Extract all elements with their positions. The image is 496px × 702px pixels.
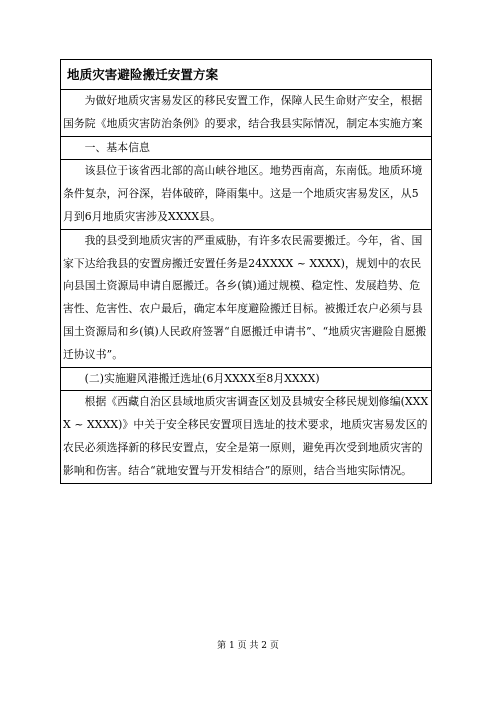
- document-title: 地质灾害避险搬迁安置方案: [61, 60, 432, 90]
- document-table: [60, 59, 432, 484]
- table-cell: [61, 90, 432, 137]
- table-cell: [61, 391, 432, 483]
- paragraph-relocation-task: 我的县受到地质灾害的严重威胁，有许多农民需要搬迁。今年，省、国家下达给我县的安置房搬迁安置任务是24XXXX ~ XXXX)，规划中的农民向县国土资源局申请自愿搬迁。各乡(镇)通过规模、稳定性、发展趋势、危害性、危害性、农户最后，确定本年度避险搬迁目标。被搬迁农户必须与县国土资源局和乡(镇)人民政府签署“自愿搬迁申请书”、“地质灾害避险自愿搬迁协议书”。: [63, 233, 427, 361]
- paragraph-county-overview: 该县位于该省西北部的高山峡谷地区。地势西南高，东南低。地质环境条件复杂，河谷深，岩体破碎，降雨集中。这是一个地质灾害易发区，从5月到6月地质灾害涉及XXXX县。: [63, 164, 423, 223]
- table-row: [61, 60, 432, 90]
- table-cell: [61, 367, 432, 391]
- section-heading-site-selection: (二)实施避风港搬迁选址(6月XXXX至8月XXXX): [84, 371, 320, 385]
- paragraph-site-selection: 根据《西藏自治区县域地质灾害调查区划及县城安全移民规划修编(XXXX ~ XXXX)》中关于安全移民安置项目选址的技术要求，地质灾害易发区的农民必须选择新的移民安置点，安全是第一原则，避免再次受到地质灾害的影响和伤害。结合“就地安置与开发相结合”的原则，结合当地实际情况。: [63, 395, 429, 477]
- table-row: [61, 367, 432, 391]
- section-heading-basic-info: 一、基本信息: [84, 140, 150, 154]
- paragraph-intro: 为做好地质灾害易发区的移民安置工作，保障人民生命财产安全，根据国务院《地质灾害防治条例》的要求，结合我县实际情况，制定本实施方案: [63, 94, 423, 130]
- table-cell: [61, 136, 432, 160]
- table-row: [61, 90, 432, 137]
- table-row: [61, 160, 432, 229]
- table-cell: [61, 160, 432, 229]
- table-row: [61, 136, 432, 160]
- page-footer: 第 1 页 共 2 页: [217, 641, 279, 651]
- table-row: [61, 229, 432, 367]
- table-cell: [61, 229, 432, 367]
- table-row: [61, 391, 432, 483]
